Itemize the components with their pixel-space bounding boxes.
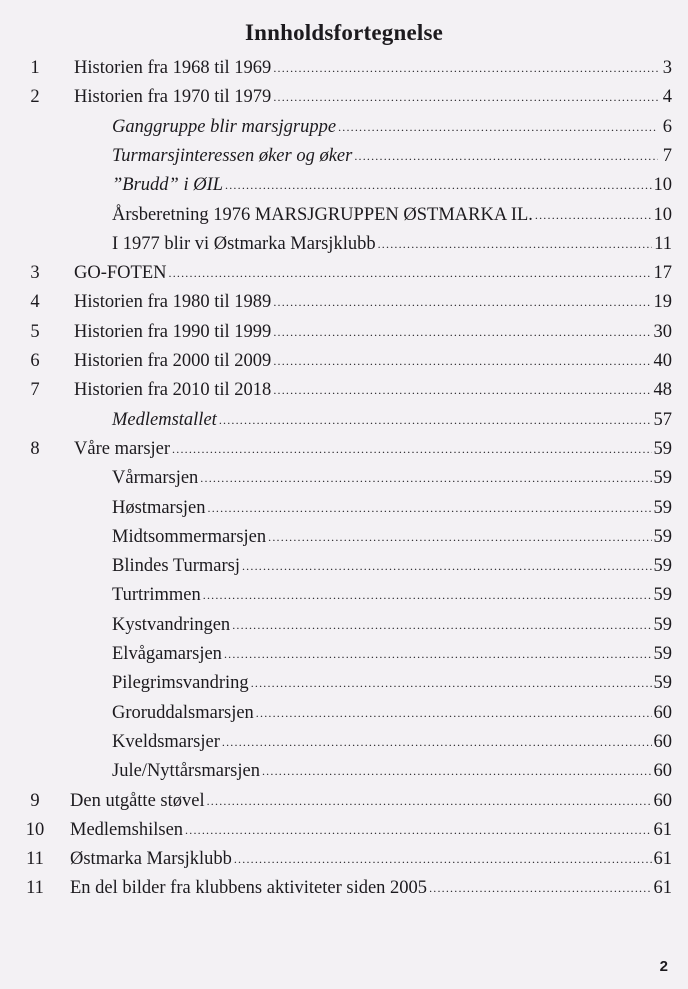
dot-leader bbox=[232, 618, 651, 633]
page-number: 2 bbox=[659, 958, 668, 975]
toc-row bbox=[0, 849, 688, 875]
toc-entry-number: 11 bbox=[26, 878, 44, 899]
toc-entry-label: Historien fra 1970 til 1979 bbox=[74, 87, 272, 108]
toc-entry-label: Kveldsmarsjer bbox=[112, 731, 220, 752]
dot-leader bbox=[273, 383, 651, 398]
toc-entry-label: Medlemshilsen bbox=[70, 819, 184, 840]
toc-entry-page: 61 bbox=[653, 849, 672, 870]
page-title: Innholdsfortegnelse bbox=[244, 20, 444, 45]
toc-row bbox=[0, 791, 688, 817]
toc-entry bbox=[70, 791, 672, 812]
toc-row bbox=[0, 234, 688, 260]
toc-entry-number: 3 bbox=[30, 263, 40, 284]
toc-entry-number: 10 bbox=[25, 819, 45, 840]
toc-entry-label: GO-FOTEN bbox=[74, 263, 167, 284]
toc-row bbox=[0, 410, 688, 436]
toc-entry-page: 11 bbox=[654, 233, 672, 254]
toc-row bbox=[0, 117, 688, 143]
dot-leader bbox=[273, 354, 651, 369]
toc-entry-page: 17 bbox=[653, 263, 672, 284]
toc-row bbox=[0, 263, 688, 289]
toc-entry-page: 59 bbox=[653, 585, 672, 606]
toc-entry-number: 7 bbox=[30, 380, 40, 401]
toc-row bbox=[0, 527, 688, 553]
toc-entry-page: 48 bbox=[653, 380, 672, 401]
toc-entry bbox=[70, 878, 672, 899]
toc-entry-number: 4 bbox=[30, 292, 40, 313]
dot-leader bbox=[203, 588, 652, 603]
toc-entry bbox=[74, 263, 672, 284]
dot-leader bbox=[273, 295, 651, 310]
toc-row bbox=[0, 87, 688, 113]
toc-entry bbox=[112, 205, 672, 226]
dot-leader bbox=[354, 149, 658, 164]
toc-entry-number: 1 bbox=[30, 58, 40, 78]
toc-entry-label: Våre marsjer bbox=[74, 438, 171, 459]
toc-row bbox=[0, 615, 688, 641]
toc-entry-label: Historien fra 2010 til 2018 bbox=[74, 380, 272, 401]
toc-entry-label: Elvågamarsjen bbox=[112, 644, 222, 664]
toc-entry bbox=[112, 234, 672, 255]
dot-leader bbox=[207, 794, 652, 809]
toc-entry-page: 19 bbox=[653, 292, 672, 313]
dot-leader bbox=[224, 647, 652, 662]
toc-row bbox=[0, 703, 688, 729]
toc-entry bbox=[112, 732, 672, 753]
toc-entry bbox=[112, 410, 672, 431]
toc-entry-label: I 1977 blir vi Østmarka Marsjklubb bbox=[112, 233, 376, 254]
toc-entry-label: Turtrimmen bbox=[112, 585, 201, 606]
toc-entry-page: 59 bbox=[653, 614, 672, 635]
dot-leader bbox=[256, 706, 652, 721]
toc-entry bbox=[112, 498, 672, 519]
dot-leader bbox=[378, 237, 653, 252]
toc-row bbox=[0, 175, 688, 201]
toc-entry-label: Midtsommermarsjen bbox=[112, 526, 267, 547]
toc-entry bbox=[112, 585, 672, 606]
toc-entry-label: Ganggruppe blir marsjgruppe bbox=[112, 116, 337, 137]
toc-row bbox=[0, 878, 688, 904]
toc-entry-label: Den utgåtte støvel bbox=[70, 790, 205, 811]
toc-entry-page: 7 bbox=[662, 145, 672, 166]
toc-entry bbox=[74, 439, 672, 460]
toc-row bbox=[0, 380, 688, 406]
toc-entry-number: 8 bbox=[30, 438, 40, 459]
toc-entry-page: 59 bbox=[653, 526, 672, 547]
toc-row bbox=[0, 322, 688, 348]
toc-entry-page: 30 bbox=[653, 321, 672, 342]
toc-entry-number: 2 bbox=[30, 87, 40, 108]
toc-row bbox=[0, 205, 688, 231]
toc-entry-page: 60 bbox=[653, 731, 672, 752]
toc-row bbox=[0, 761, 688, 787]
toc-entry-label: Jule/Nyttårsmarsjen bbox=[112, 761, 260, 782]
dot-leader bbox=[200, 471, 651, 486]
dot-leader bbox=[222, 735, 652, 750]
toc-row bbox=[0, 673, 688, 699]
toc-row bbox=[0, 439, 688, 465]
toc-entry-label: Østmarka Marsjklubb bbox=[70, 849, 232, 870]
toc-entry-number: 9 bbox=[30, 790, 40, 811]
dot-leader bbox=[234, 852, 652, 867]
dot-leader bbox=[273, 61, 658, 76]
toc-entry bbox=[70, 820, 672, 841]
toc-row bbox=[0, 732, 688, 758]
toc-entry bbox=[70, 849, 672, 870]
toc-entry bbox=[112, 117, 672, 138]
toc-entry-label: Kystvandringen bbox=[112, 614, 231, 635]
toc-entry bbox=[74, 58, 672, 79]
toc-entry bbox=[112, 673, 672, 694]
toc-entry bbox=[74, 87, 672, 108]
toc-entry-label: En del bilder fra klubbens aktiviteter siden 2005 bbox=[70, 878, 428, 899]
toc-row bbox=[0, 644, 688, 670]
dot-leader bbox=[219, 413, 652, 428]
toc-entry-page: 59 bbox=[653, 644, 672, 664]
toc-entry-number: 5 bbox=[30, 321, 40, 342]
toc-entry-page: 59 bbox=[653, 438, 672, 459]
toc-entry-page: 59 bbox=[653, 556, 672, 577]
toc-entry bbox=[74, 322, 672, 343]
dot-leader bbox=[169, 266, 652, 281]
dot-leader bbox=[262, 764, 652, 779]
toc-entry bbox=[112, 175, 672, 196]
toc-entry-label: Groruddalsmarsjen bbox=[112, 702, 254, 723]
toc-entry bbox=[112, 761, 672, 782]
toc-row bbox=[0, 498, 688, 524]
toc-row bbox=[0, 556, 688, 582]
toc-entry-label: Vårmarsjen bbox=[112, 468, 199, 489]
toc-entry-label: Historien fra 2000 til 2009 bbox=[74, 351, 272, 371]
toc-entry-page: 60 bbox=[653, 790, 672, 811]
toc-entry bbox=[74, 292, 672, 313]
toc-entry-page: 3 bbox=[662, 58, 672, 78]
dot-leader bbox=[172, 442, 651, 457]
toc-entry bbox=[112, 527, 672, 548]
toc-row bbox=[0, 58, 688, 84]
toc-entry-page: 57 bbox=[653, 409, 672, 430]
toc-entry-page: 59 bbox=[653, 497, 672, 518]
toc-entry-page: 59 bbox=[653, 673, 672, 694]
dot-leader bbox=[273, 325, 651, 340]
toc-entry-label: Historien fra 1980 til 1989 bbox=[74, 292, 272, 313]
toc-entry-page: 6 bbox=[662, 116, 672, 137]
toc-entry-label: Turmarsjinteressen øker og øker bbox=[112, 145, 353, 166]
dot-leader bbox=[535, 208, 652, 223]
toc-entry-page: 4 bbox=[662, 87, 672, 108]
toc-entry bbox=[112, 146, 672, 167]
toc-entry bbox=[74, 351, 672, 372]
dot-leader bbox=[208, 501, 652, 516]
dot-leader bbox=[225, 178, 651, 193]
dot-leader bbox=[273, 90, 658, 105]
toc-entry-label: Historien fra 1968 til 1969 bbox=[74, 58, 272, 78]
toc-entry bbox=[112, 644, 672, 665]
toc-entry-number: 6 bbox=[30, 351, 40, 371]
toc-entry-page: 40 bbox=[653, 351, 672, 371]
toc-entry bbox=[112, 556, 672, 577]
toc-entry-label: Pilegrimsvandring bbox=[112, 673, 249, 694]
dot-leader bbox=[242, 559, 652, 574]
toc-entry bbox=[112, 615, 672, 636]
toc-entry-label: Historien fra 1990 til 1999 bbox=[74, 321, 272, 342]
toc-row bbox=[0, 292, 688, 318]
toc-entry-label: Høstmarsjen bbox=[112, 497, 206, 518]
dot-leader bbox=[268, 530, 651, 545]
dot-leader bbox=[251, 676, 652, 691]
toc-entry bbox=[74, 380, 672, 401]
toc-row bbox=[0, 585, 688, 611]
toc-row bbox=[0, 820, 688, 846]
toc-entry-label: Årsberetning 1976 MARSJGRUPPEN ØSTMARKA IL. bbox=[112, 204, 533, 225]
toc-entry-label: ”Brudd” i ØIL bbox=[112, 175, 224, 196]
toc-entry-page: 10 bbox=[653, 175, 672, 196]
toc-entry-page: 59 bbox=[653, 468, 672, 489]
toc-row bbox=[0, 146, 688, 172]
toc-entry-page: 61 bbox=[653, 878, 672, 899]
toc-entry-page: 10 bbox=[653, 204, 672, 225]
toc-row bbox=[0, 468, 688, 494]
toc-entry-page: 60 bbox=[653, 761, 672, 782]
toc-entry-label: Blindes Turmarsj bbox=[112, 556, 240, 577]
toc-entry-page: 61 bbox=[653, 819, 672, 840]
toc-entry-label: Medlemstallet bbox=[112, 409, 217, 430]
dot-leader bbox=[429, 881, 651, 896]
dot-leader bbox=[185, 823, 651, 838]
toc-entry-number: 11 bbox=[26, 849, 44, 870]
toc-row bbox=[0, 351, 688, 377]
toc-entry bbox=[112, 703, 672, 724]
toc-entry bbox=[112, 468, 672, 489]
dot-leader bbox=[338, 120, 658, 135]
toc-entry-page: 60 bbox=[653, 702, 672, 723]
